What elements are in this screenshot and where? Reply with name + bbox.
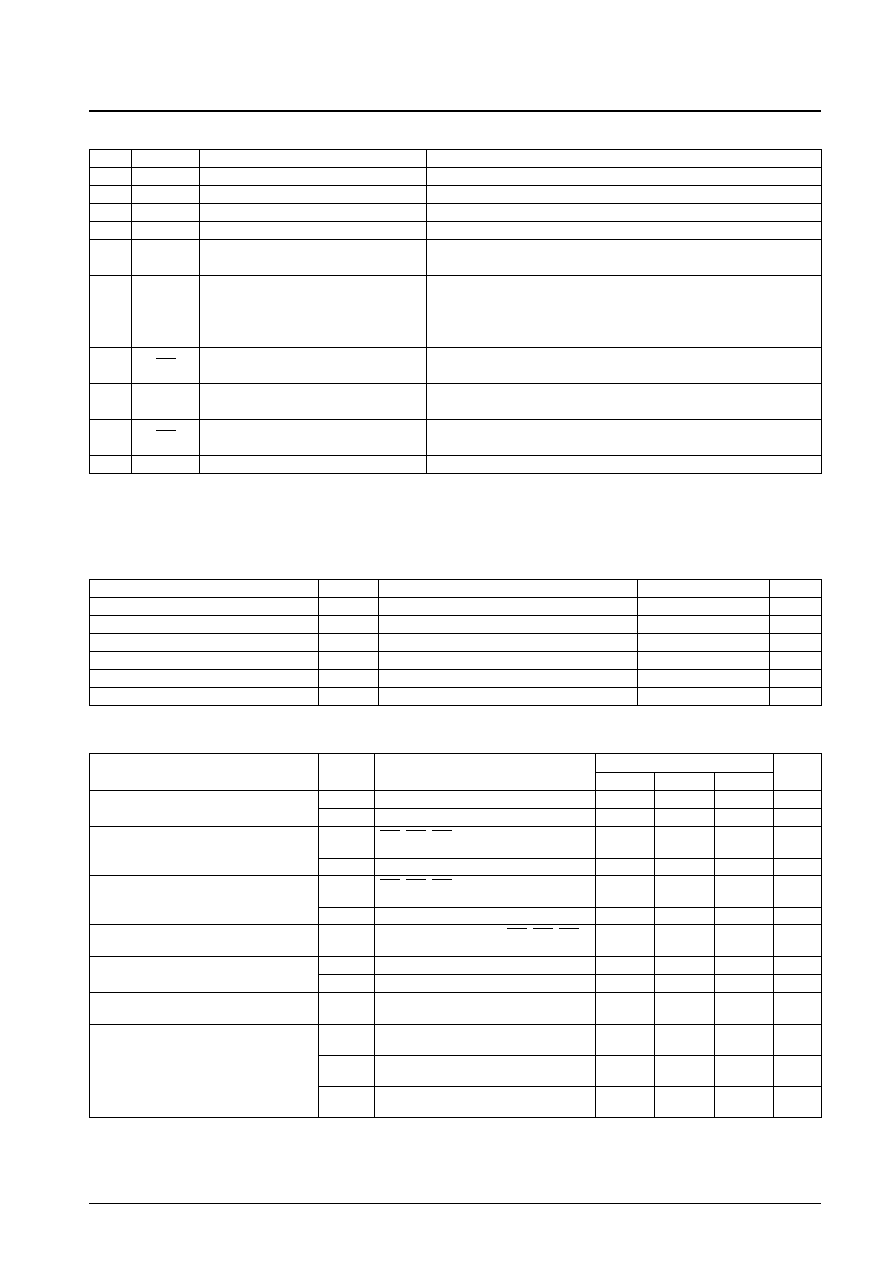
table-cell [132,384,200,420]
table-cell [379,598,638,616]
table-cell [655,1025,715,1056]
table-cell [379,580,638,598]
table-cell [132,186,200,204]
table-cell [319,652,379,670]
table-cell [375,908,596,925]
table-cell [427,150,822,168]
table-cell [596,809,655,827]
table-cell [770,580,822,598]
table-cell [319,957,375,975]
table-cell [90,420,132,456]
table-cell [774,876,822,908]
overbar-mark [533,928,553,929]
overbar-mark [559,928,579,929]
table-cell [774,754,822,791]
table-cell [319,598,379,616]
table-cell [427,186,822,204]
table-cell [770,688,822,706]
table-cell [638,670,770,688]
table-cell [774,1087,822,1118]
table-cell [596,1025,655,1056]
overbar-mark [406,879,426,880]
table-cell [375,957,596,975]
table-cell [715,876,774,908]
table-row [90,616,822,634]
table-cell [379,670,638,688]
table-cell [200,420,427,456]
table-cell [715,827,774,859]
table-cell [774,925,822,957]
table-cell [90,456,132,474]
table-row [90,580,822,598]
table-cell [427,204,822,222]
overbar-mark [156,430,176,431]
table-cell [200,384,427,420]
table-cell [375,1025,596,1056]
overbar-mark [432,879,452,880]
table-row [90,993,822,1025]
table-cell [90,150,132,168]
table-cell [375,859,596,876]
table-cell [200,456,427,474]
table-cell [319,688,379,706]
table-cell [132,348,200,384]
table-cell [319,634,379,652]
table-cell [596,1087,655,1118]
table-cell [715,1087,774,1118]
overbar-mark [406,830,426,831]
table-cell [774,827,822,859]
table-cell [427,222,822,240]
table-cell [596,859,655,876]
table-cell [200,240,427,276]
table-cell [90,754,319,791]
table-cell [132,204,200,222]
table-cell [715,908,774,925]
electrical-characteristics-table [89,753,822,1118]
table-cell [655,925,715,957]
table-cell [375,754,596,791]
table-cell [319,1056,375,1087]
table-cell [427,276,822,348]
absolute-ratings-table [89,579,822,706]
table-cell [375,993,596,1025]
table-cell [770,652,822,670]
table-cell [655,1056,715,1087]
overbar-mark [380,830,400,831]
overbar-mark [432,830,452,831]
footer-rule [89,1203,821,1204]
table-cell [655,791,715,809]
table-row [90,598,822,616]
table-cell [596,876,655,908]
table-cell [319,993,375,1025]
table-cell [90,222,132,240]
table-cell [638,688,770,706]
table-cell [655,827,715,859]
table-cell [132,420,200,456]
table-cell [319,925,375,957]
table-row [90,420,822,456]
table-cell [200,168,427,186]
table-cell [715,773,774,791]
table-cell [319,616,379,634]
table-cell [655,809,715,827]
table-cell [319,827,375,859]
table-cell [375,827,596,859]
table-cell [427,420,822,456]
table-row [90,634,822,652]
table-cell [379,652,638,670]
table-cell [638,580,770,598]
table-row [90,652,822,670]
table-cell [774,1025,822,1056]
table-cell [319,580,379,598]
table-cell [132,456,200,474]
table-cell [319,809,375,827]
table-row [90,276,822,348]
table-cell [319,754,375,791]
table-cell [375,975,596,993]
overbar-mark [507,928,527,929]
table-cell [90,827,319,876]
table-cell [655,993,715,1025]
table-cell [774,809,822,827]
table-cell [375,876,596,908]
table-cell [774,957,822,975]
table-row [90,670,822,688]
table-row [90,456,822,474]
table-cell [90,1025,319,1118]
table-cell [655,975,715,993]
table-cell [200,276,427,348]
table-cell [655,773,715,791]
table-cell [132,240,200,276]
table-cell [319,1025,375,1056]
table-cell [90,688,319,706]
table-cell [132,168,200,186]
table-cell [774,1056,822,1087]
table-cell [596,754,774,773]
table-cell [379,688,638,706]
table-cell [638,652,770,670]
table-cell [770,670,822,688]
table-row [90,186,822,204]
table-cell [90,186,132,204]
table-cell [715,925,774,957]
table-cell [319,876,375,908]
table-cell [200,348,427,384]
table-cell [596,993,655,1025]
table-cell [715,975,774,993]
table-cell [132,150,200,168]
table-row [90,791,822,809]
table-cell [715,1056,774,1087]
table-cell [596,791,655,809]
table-cell [638,634,770,652]
table-cell [596,1056,655,1087]
table-cell [715,1025,774,1056]
table-cell [655,908,715,925]
table-cell [427,384,822,420]
table-cell [596,908,655,925]
table-cell [319,791,375,809]
table-cell [90,876,319,925]
table-cell [375,809,596,827]
table-cell [427,240,822,276]
table-cell [596,925,655,957]
table-cell [774,791,822,809]
table-cell [90,276,132,348]
table-row [90,876,822,908]
table-cell [596,975,655,993]
table-cell [715,993,774,1025]
pin-description-table [89,149,822,474]
table-row [90,925,822,957]
table-cell [655,859,715,876]
table-cell [319,670,379,688]
table-cell [655,1087,715,1118]
table-row [90,204,822,222]
table-cell [90,993,319,1025]
table-row [90,957,822,975]
table-cell [90,348,132,384]
table-cell [90,598,319,616]
table-row [90,150,822,168]
table-cell [770,634,822,652]
table-cell [200,186,427,204]
table-cell [427,348,822,384]
table-cell [90,670,319,688]
table-cell [638,616,770,634]
table-cell [638,598,770,616]
table-cell [200,222,427,240]
table-row [90,1025,822,1056]
table-cell [375,1087,596,1118]
table-cell [715,957,774,975]
table-cell [596,827,655,859]
table-row [90,384,822,420]
table-cell [90,168,132,186]
table-cell [319,975,375,993]
table-cell [90,240,132,276]
overbar-mark [380,879,400,880]
table-cell [774,993,822,1025]
table-row [90,222,822,240]
table-cell [379,634,638,652]
table-row [90,827,822,859]
table-cell [90,616,319,634]
table-row [90,688,822,706]
table-cell [774,908,822,925]
table-cell [596,773,655,791]
table-row [90,240,822,276]
table-cell [200,204,427,222]
table-cell [90,791,319,827]
table-cell [715,791,774,809]
table-cell [375,791,596,809]
table-cell [655,876,715,908]
table-cell [715,809,774,827]
table-cell [319,1087,375,1118]
table-cell [715,859,774,876]
table-cell [655,957,715,975]
table-row [90,168,822,186]
table-cell [375,1056,596,1087]
table-cell [596,957,655,975]
table-cell [375,925,596,957]
table-cell [90,204,132,222]
table-cell [379,616,638,634]
table-cell [132,276,200,348]
table-cell [200,150,427,168]
overbar-mark [156,358,176,359]
table-cell [427,456,822,474]
header-rule [89,110,821,112]
table-cell [90,580,319,598]
table-cell [774,975,822,993]
table-cell [90,384,132,420]
table-cell [90,634,319,652]
table-cell [770,616,822,634]
table-cell [132,222,200,240]
table-cell [774,859,822,876]
table-cell [427,168,822,186]
table-cell [90,652,319,670]
table-cell [770,598,822,616]
table-cell [319,908,375,925]
table-cell [90,925,319,957]
table-cell [90,957,319,993]
table-row [90,754,822,773]
table-row [90,348,822,384]
table-cell [319,859,375,876]
